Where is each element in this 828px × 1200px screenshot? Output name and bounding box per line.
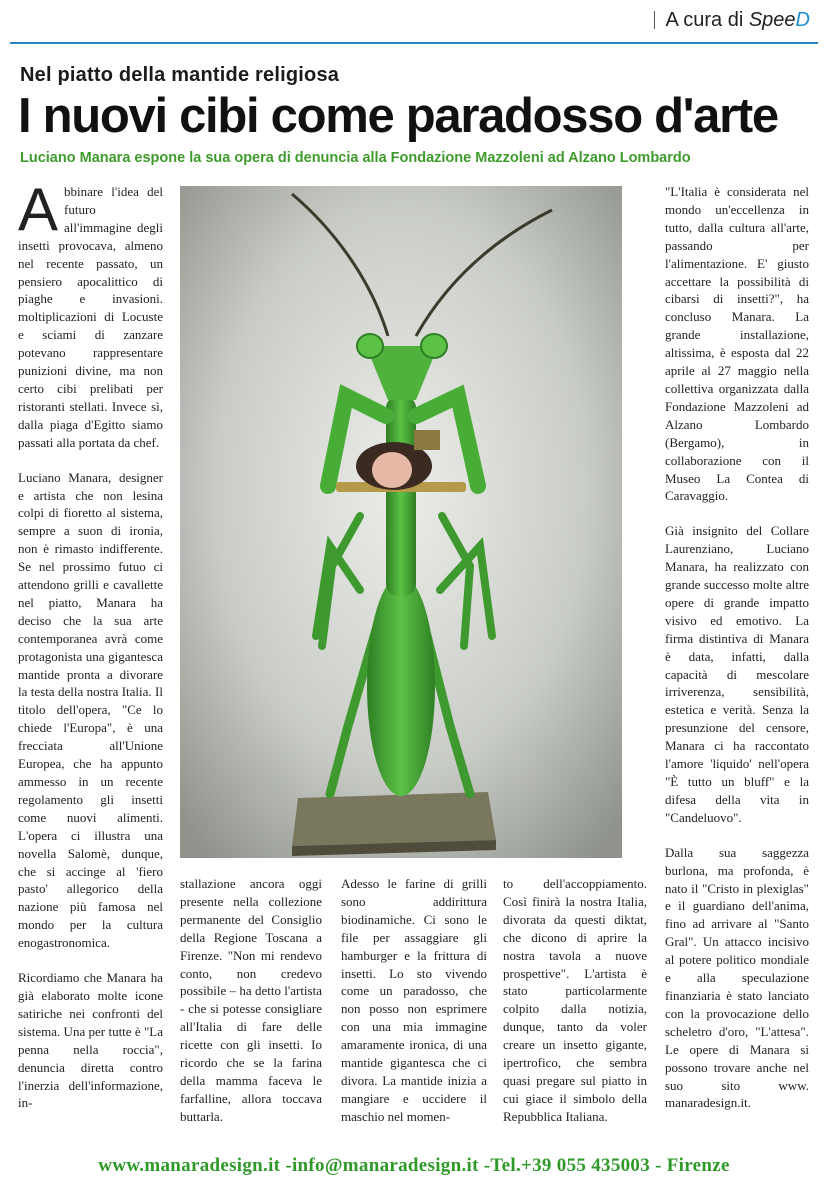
paragraph: Dalla sua saggezza burlona, ma profonda, è nato il "Cristo in plexiglas" e il guardiano dell'anima, fino ad arrivare al "Santo Gral". Un attacco incisivo al potere politico mondiale e alla speculazione finanziaria è stato lanciato con la provocazione dello scheletro d'oro, "L'attesa". Le opere di Manara si possono trovare anche nel suo sito www. manaradesign.it. [665, 844, 809, 1111]
paragraph: Già insignito del Collare Laurenziano, Luciano Manara, ha realizzato con grande successo molte altre opere di grande impatto visivo ed emotivo. La firma distintiva di Manara è data, infatti, dalla capacità di mescolare irriverenza, sensibilità, estetica e verità. Senza la presunzione del censore, Manara ci ha raccontato l'amore 'liquido' nell'opera "È tutto un bluff" e la difesa della vita in "Candeluovo". [665, 523, 809, 825]
header-rule [10, 42, 818, 44]
paragraph: Adesso le farine di grilli sono addirittura biodinamiche. Ci sono le file per assaggiare gli hamburger e la frittura di insetti. Lo sto vivendo come un paradosso, che non posso non esprimere con una mia immagine amaramente ironica, di una mantide gigantesca che ci divora. La mantide inizia a mangiare e uccidere il maschio nel momen- [341, 876, 487, 1124]
text-column-1 [18, 176, 163, 1112]
brand-suffix: D [795, 8, 810, 31]
article-headline: I nuovi cibi come paradosso d'arte [18, 89, 778, 143]
brand-prefix: A cura di [665, 8, 744, 31]
paragraph-text: bbinare l'idea del futuro all'immagine degli insetti provocava, almeno nel recente passato, un pensiero apocalittico di piaghe e invasioni. moltiplicazioni di Locuste e sciami di zanzare potevano rappresentare punizioni divine, ma non certo cibi prelibati per ristoranti stellati. Invece sì, dalla piaga d'Egitto siamo passati alla portata da chef. [18, 184, 163, 450]
text-column-5 [665, 183, 809, 1112]
footer-contact: www.manaradesign.it -info@manaradesign.it -Tel.+39 055 435003 - Firenze [98, 1155, 730, 1176]
text-column-3 [341, 875, 487, 1126]
brand-name: Spee [748, 8, 796, 31]
text-column-2 [180, 875, 322, 1126]
paragraph: Luciano Manara, designer e artista che non lesina colpi di fioretto al sistema, sempre a suon di ironia, non è rimasto indifferente. Se nel prossimo futuo ci attendono grilli e cavallette nel piatto, Manara ha deciso che la sua arte contemporanea avrà come protagonista una gigantesca mantide pronta a divorare la testa della nostra Italia. Il titolo dell'opera, "Ce lo chiede l'Europa", è una frecciata all'Unione Europea, che ha appunto ammesso in un recente regolamento gli insetti come nuovi alimenti. L'opera ci illustra una novella Salomè, dunque, che si accinge al 'fiero pasto' allegorico della nazione più famosa nel mondo per la cultura enogastronomica. [18, 469, 163, 951]
paragraph [18, 176, 163, 452]
article-subhead: Luciano Manara espone la sua opera di denuncia alla Fondazione Mazzoleni ad Alzano Lombardo [20, 150, 691, 166]
brand-divider [654, 11, 655, 29]
article-kicker: Nel piatto della mantide religiosa [20, 64, 340, 86]
text-column-4 [503, 875, 647, 1126]
header-brand [654, 8, 810, 32]
paragraph: "L'Italia è considerata nel mondo un'eccellenza in tutto, dalla cultura all'arte, passando per l'alimentazione. E' giusto accettare la possibilità di cibarsi di insetti?", ha concluso Manara. La grande installazione, altissima, è esposta dal 22 aprile al 27 maggio nella collettiva organizzata dalla Fondazione Mazzoleni ad Alzano Lombardo (Bergamo), in collaborazione con il Museo La Contea di Caravaggio. [665, 184, 809, 504]
paragraph: stallazione ancora oggi presente nella collezione permanente del Consiglio della Regione Toscana a Firenze. "Non mi rendevo conto, non credevo possibile – ha detto l'artista - che si potesse consigliare all'Italia di fare delle ricette con gli insetti. Io ricordo che se la farina della mamma faceva le farfalline, allora toccava buttarla. [180, 876, 322, 1124]
mantis-sculpture-photo [180, 186, 622, 858]
drop-cap: A [18, 176, 59, 243]
paragraph: to dell'accoppiamento. Così finirà la nostra Italia, divorata da questi diktat, che dicono di aprire la nostra tavola a nuove prospettive". L'artista è stato particolarmente colpito dalla notizia, dunque, tanto da voler creare un insetto gigante, ipertrofico, che sembra quasi pregare sul piatto in cui giace il simbolo della Repubblica Italiana. [503, 876, 647, 1124]
brand-text [665, 9, 810, 32]
paragraph: Ricordiamo che Manara ha già elaborato molte icone satiriche nei confronti del sistema. Una per tutte è "La penna nella roccia", denuncia diretta contro l'inerzia dell'informazione, in- [18, 970, 163, 1111]
